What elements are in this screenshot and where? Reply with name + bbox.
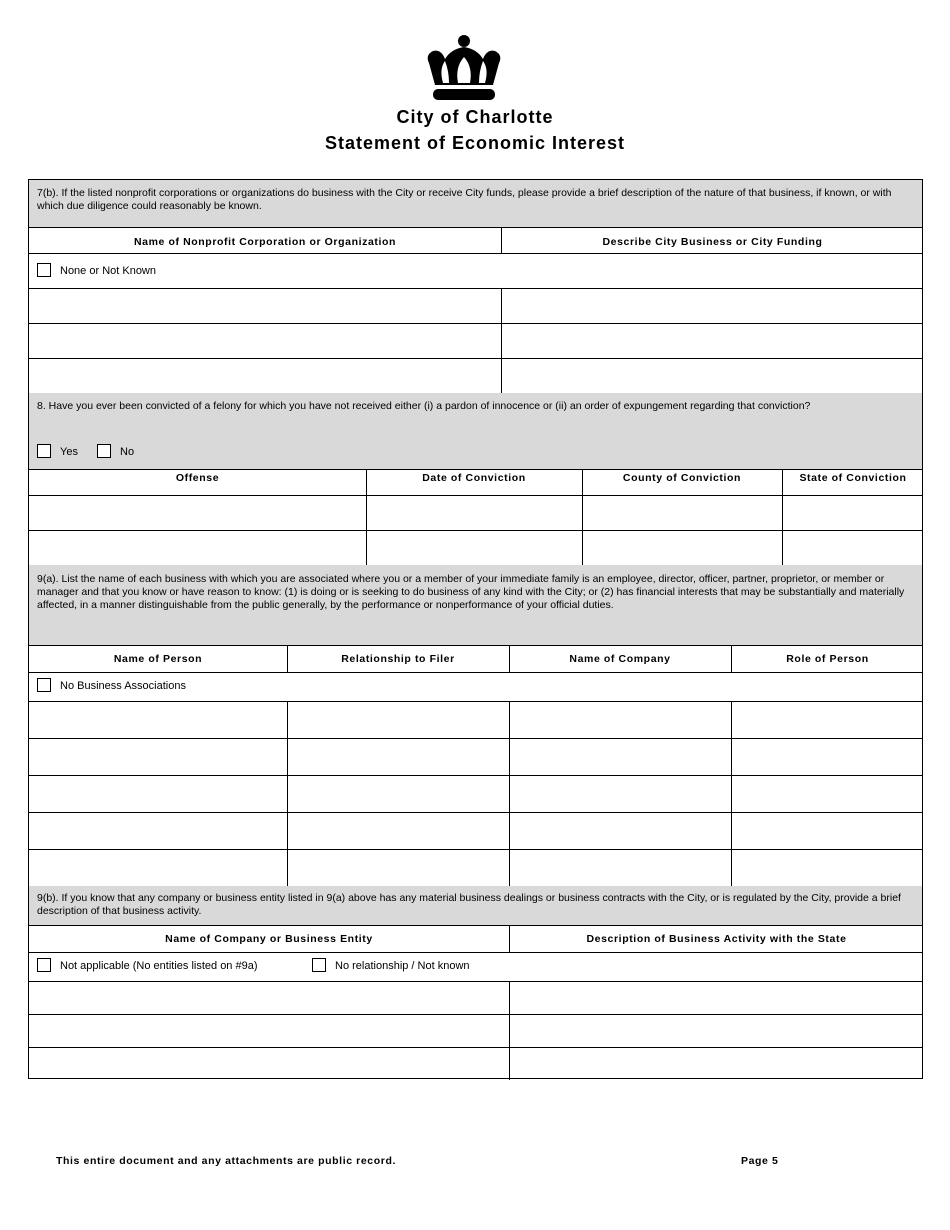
none-or-not-known-checkbox[interactable]: [37, 263, 51, 277]
section-9a-prompt: 9(a). List the name of each business with which you are associated where you or a member of your immediate family is an employee, director, officer, partner, proprietor, or member or manager and that you know or have reason to know: (1) is doing or is seeking to do business of any kind with the City; or (2) has financial interests that may be substantially and materially affected, in a manner distinguishable from the public generally, by the performance or nonperformance of your official duties.: [37, 573, 905, 611]
column-header-offense: Offense: [175, 472, 220, 484]
section-9b-prompt: 9(b). If you know that any company or business entity listed in 9(a) above has any material business dealings or business contracts with the City, or is regulated by the City, provide a brief description of that business activity.: [37, 892, 901, 917]
no-business-associations-checkbox[interactable]: [37, 678, 51, 692]
column-header-relationship-to-filer: Relationship to Filer: [341, 653, 455, 665]
column-header-nonprofit-name: Name of Nonprofit Corporation or Organization: [133, 236, 397, 248]
public-record-notice: This entire document and any attachments are public record.: [56, 1155, 396, 1167]
section-8-prompt: 8. Have you ever been convicted of a felony for which you have not received either (i) a pardon of innocence or (ii) an order of expungement regarding that conviction?: [37, 400, 811, 412]
not-applicable-label: Not applicable (No entities listed on #9a): [60, 960, 258, 972]
column-header-name-of-company: Name of Company: [569, 653, 671, 665]
felony-no-checkbox[interactable]: [97, 444, 111, 458]
form-title: Statement of Economic Interest: [324, 133, 626, 153]
column-header-company-or-entity: Name of Company or Business Entity: [165, 933, 373, 945]
column-header-date-of-conviction: Date of Conviction: [422, 472, 526, 484]
none-or-not-known-label: None or Not Known: [60, 265, 156, 277]
column-header-city-business: Describe City Business or City Funding: [602, 236, 823, 248]
city-name: City of Charlotte: [396, 107, 554, 127]
felony-no-label: No: [120, 446, 135, 458]
column-header-business-activity: Description of Business Activity with the State: [586, 933, 847, 945]
no-relationship-label: No relationship / Not known: [335, 960, 470, 972]
column-header-state-of-conviction: State of Conviction: [799, 472, 907, 484]
column-header-county-of-conviction: County of Conviction: [622, 472, 742, 484]
not-applicable-checkbox[interactable]: [37, 958, 51, 972]
column-header-role-of-person: Role of Person: [786, 653, 869, 665]
section-7b-prompt: 7(b). If the listed nonprofit corporations or organizations do business with the City or receive City funds, please provide a brief description of the nature of that business, if known, or with which due diligence could reasonably be known.: [37, 187, 892, 212]
no-relationship-checkbox[interactable]: [312, 958, 326, 972]
page-number: Page 5: [741, 1155, 779, 1167]
city-crown-logo: [421, 33, 507, 103]
no-business-associations-label: No Business Associations: [60, 680, 186, 692]
disclosure-form: [28, 179, 923, 1079]
felony-yes-checkbox[interactable]: [37, 444, 51, 458]
felony-yes-label: Yes: [60, 446, 78, 458]
column-header-name-of-person: Name of Person: [113, 653, 203, 665]
